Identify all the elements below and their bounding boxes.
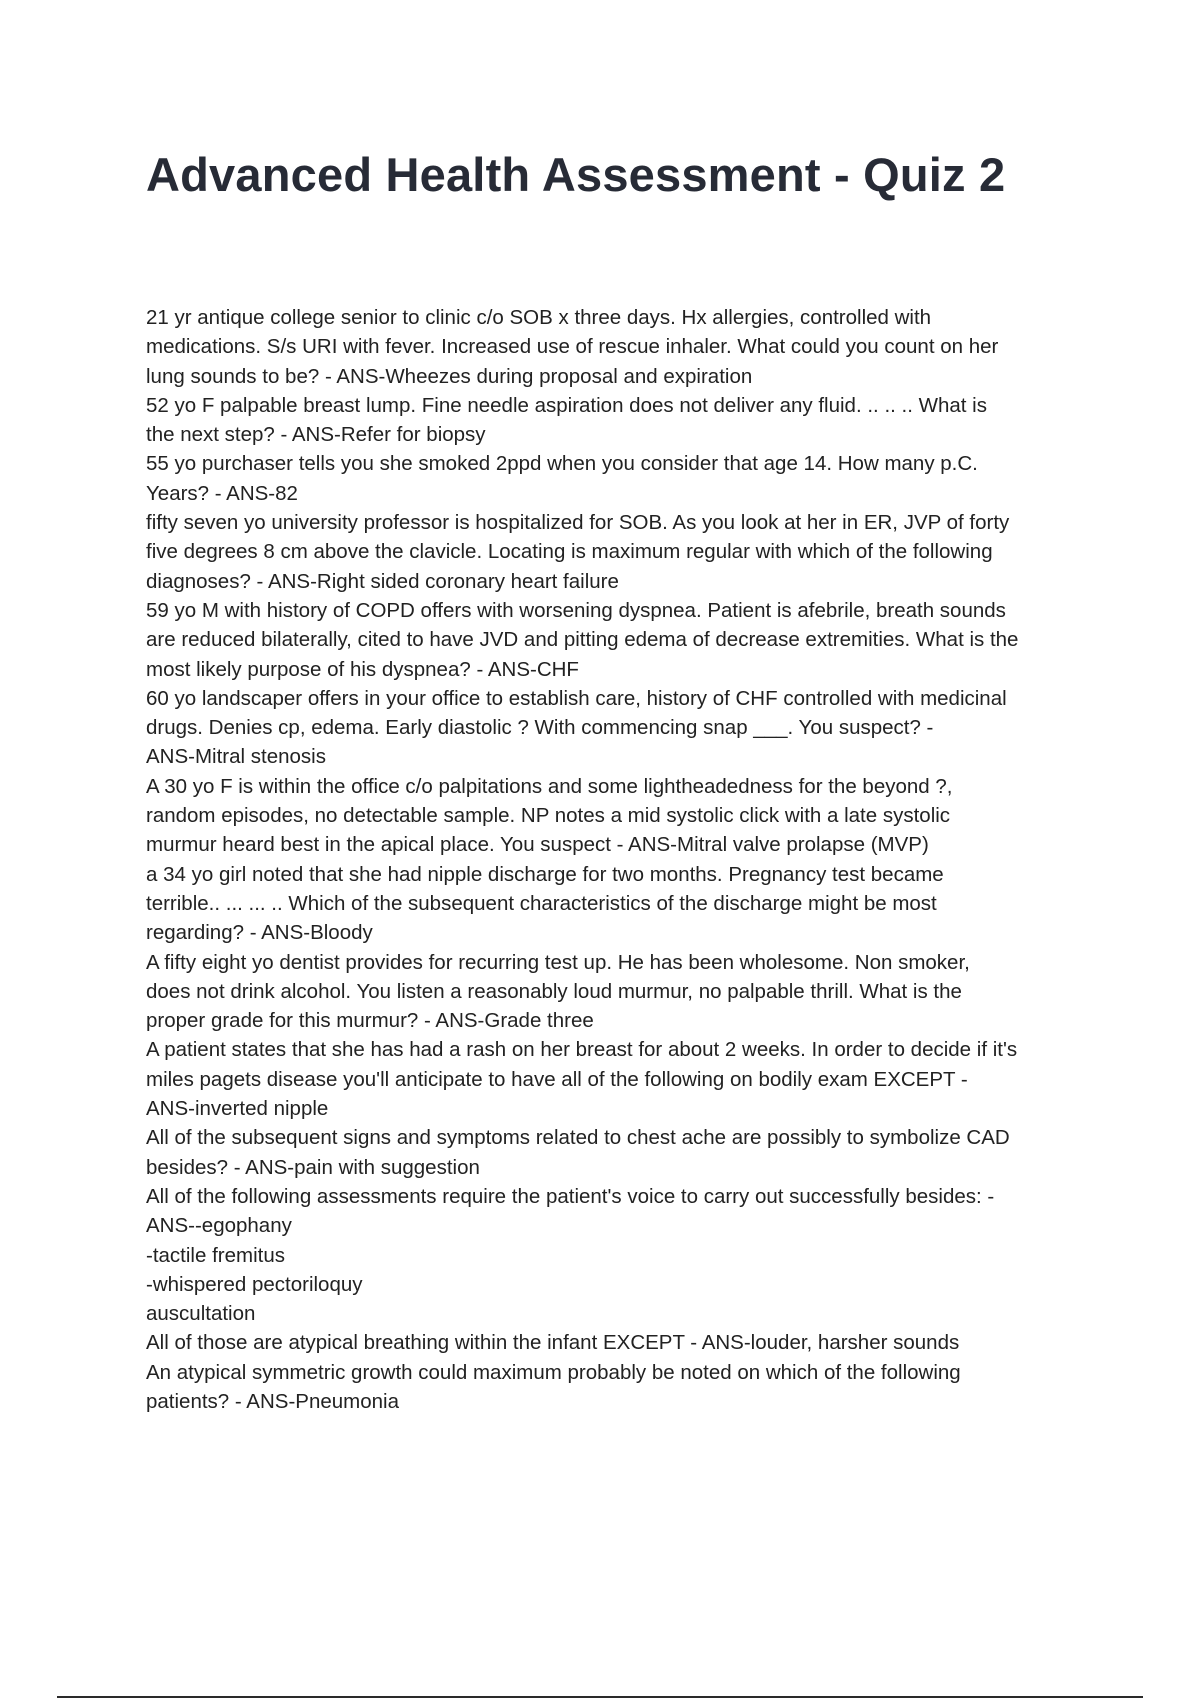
text-line: auscultation bbox=[146, 1302, 256, 1326]
text-line: besides? - ANS-pain with suggestion bbox=[146, 1155, 480, 1179]
text-line: 59 yo M with history of COPD offers with worsening dyspnea. Patient is afebrile, breath sounds bbox=[146, 598, 1006, 622]
text-line: most likely purpose of his dyspnea? - ANS-CHF bbox=[146, 657, 579, 681]
text-line: All of the subsequent signs and symptoms related to chest ache are possibly to symbolize CAD bbox=[146, 1126, 1010, 1150]
text-line: miles pagets disease you'll anticipate to have all of the following on bodily exam EXCEPT - bbox=[146, 1067, 968, 1091]
text-line: A patient states that she has had a rash on her breast for about 2 weeks. In order to decide if it's bbox=[146, 1038, 1018, 1062]
quiz-content bbox=[146, 303, 1096, 1416]
text-line: murmur heard best in the apical place. You suspect - ANS-Mitral valve prolapse (MVP) bbox=[146, 833, 929, 857]
text-line: patients? - ANS-Pneumonia bbox=[146, 1389, 399, 1413]
text-line: five degrees 8 cm above the clavicle. Locating is maximum regular with which of the following bbox=[146, 540, 993, 564]
text-line: terrible.. ... ... .. Which of the subsequent characteristics of the discharge might be most bbox=[146, 891, 937, 915]
text-line: An atypical symmetric growth could maximum probably be noted on which of the following bbox=[146, 1360, 961, 1384]
text-line: ANS-inverted nipple bbox=[146, 1097, 329, 1121]
text-line: ANS-Mitral stenosis bbox=[146, 745, 326, 769]
text-line: All of those are atypical breathing within the infant EXCEPT - ANS-louder, harsher sounds bbox=[146, 1331, 960, 1355]
text-line: 52 yo F palpable breast lump. Fine needle aspiration does not deliver any fluid. .. .. .. What is bbox=[146, 393, 987, 417]
text-line: A fifty eight yo dentist provides for recurring test up. He has been wholesome. Non smoker, bbox=[146, 950, 970, 974]
text-line: -whispered pectoriloquy bbox=[146, 1272, 363, 1296]
text-line: A 30 yo F is within the office c/o palpitations and some lightheadedness for the beyond ?, bbox=[146, 774, 953, 798]
text-line: 55 yo purchaser tells you she smoked 2ppd when you consider that age 14. How many p.C. bbox=[146, 452, 978, 476]
text-line: the next step? - ANS-Refer for biopsy bbox=[146, 423, 486, 447]
bottom-divider bbox=[57, 1696, 1143, 1698]
text-line: random episodes, no detectable sample. NP notes a mid systolic click with a late systolic bbox=[146, 804, 951, 828]
text-line: lung sounds to be? - ANS-Wheezes during proposal and expiration bbox=[146, 364, 753, 388]
text-line: drugs. Denies cp, edema. Early diastolic ? With commencing snap ___. You suspect? - bbox=[146, 716, 934, 740]
text-line: All of the following assessments require the patient's voice to carry out successfully besides: - bbox=[146, 1184, 995, 1208]
text-line: proper grade for this murmur? - ANS-Grade three bbox=[146, 1009, 594, 1033]
text-line: a 34 yo girl noted that she had nipple discharge for two months. Pregnancy test became bbox=[146, 862, 944, 886]
text-line: medications. S/s URI with fever. Increased use of rescue inhaler. What could you count on her bbox=[146, 335, 999, 359]
text-line: fifty seven yo university professor is hospitalized for SOB. As you look at her in ER, JVP of forty bbox=[146, 511, 1010, 535]
text-line: -tactile fremitus bbox=[146, 1243, 285, 1267]
page-title: Advanced Health Assessment - Quiz 2 bbox=[146, 148, 1006, 201]
text-line: 21 yr antique college senior to clinic c/o SOB x three days. Hx allergies, controlled with bbox=[146, 306, 932, 329]
text-line: diagnoses? - ANS-Right sided coronary heart failure bbox=[146, 569, 619, 593]
text-line: ANS--egophany bbox=[146, 1214, 292, 1238]
text-line: does not drink alcohol. You listen a reasonably loud murmur, no palpable thrill. What is the bbox=[146, 979, 962, 1003]
text-line: are reduced bilaterally, cited to have JVD and pitting edema of decrease extremities. What is the bbox=[146, 628, 1019, 652]
text-line: regarding? - ANS-Bloody bbox=[146, 921, 373, 945]
text-line: 60 yo landscaper offers in your office to establish care, history of CHF controlled with medicinal bbox=[146, 686, 1007, 710]
text-line: Years? - ANS-82 bbox=[146, 481, 298, 505]
